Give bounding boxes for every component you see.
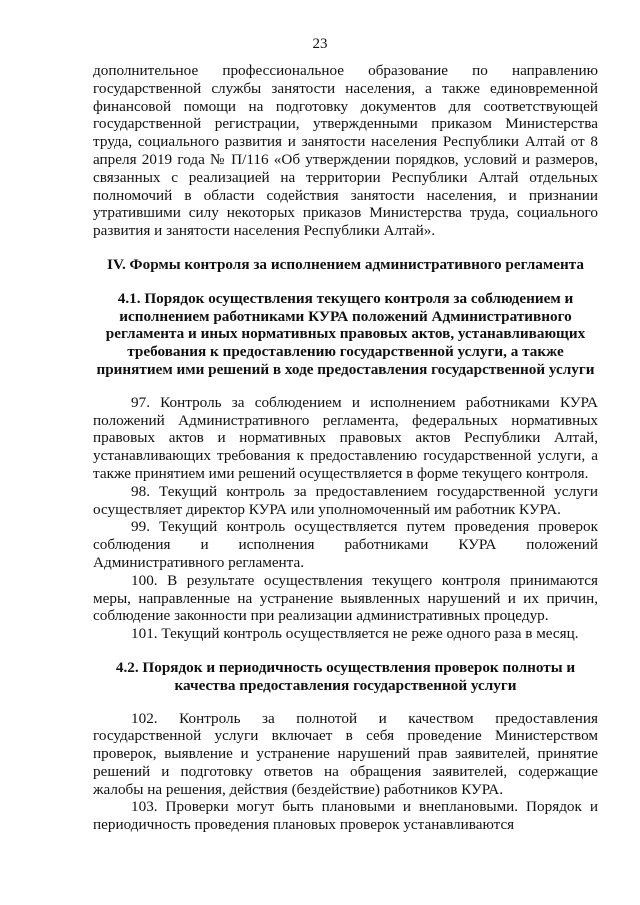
paragraph-98: 98. Текущий контроль за предоставлением государственной услуги осуществляет директор КУРА или уполномоченный им работник КУРА.	[93, 482, 598, 518]
lead-paragraph: дополнительное профессиональное образование по направлению государственной службы занятости населения, а также единовременной финансовой помощи на подготовку документов для соответствующей государственной регистрации, утвержденными приказом Министерства труда, социального развития и занятости населения Республики Алтай от 8 апреля 2019 года № П/116 «Об утверждении порядков, условий и размеров, связанных с реализацией на территории Республики Алтай отдельных полномочий в области содействия занятости населения, и признании утратившими силу некоторых приказов Министерства труда, социального развития и занятости населения Республики Алтай».	[93, 62, 598, 240]
paragraph-97: 97. Контроль за соблюдением и исполнением работниками КУРА положений Административного регламента, федеральных нормативных правовых актов и нормативных правовых актов Республики Алтай, устанавливающих требования к предоставлению государственной услуги, а также принятием ими решений осуществляется в форме текущего контроля.	[93, 393, 598, 482]
section-heading: IV. Формы контроля за исполнением административного регламента	[107, 255, 584, 273]
paragraph-102: 102. Контроль за полнотой и качеством предоставления государственной услуги включает в себя проведение Министерством проверок, выявление и устранение нарушений прав заявителей, принятие решений и подготовку ответов на обращения заявителей, содержащие жалобы на решения, действия (бездействие) работников КУРА.	[93, 709, 598, 798]
paragraph-99: 99. Текущий контроль осуществляется путем проведения проверок соблюдения и исполнения работниками КУРА положений Административного регламента.	[93, 518, 598, 571]
paragraph-103: 103. Проверки могут быть плановыми и внеплановыми. Порядок и периодичность проведения плановых проверок устанавливаются	[93, 798, 598, 834]
paragraph-100: 100. В результате осуществления текущего контроля принимаются меры, направленные на устранение выявленных нарушений и их причин, соблюдение законности при реализации административных процедур.	[93, 571, 598, 625]
page-body	[93, 62, 598, 834]
subsection-heading-4-1: 4.1. Порядок осуществления текущего контроля за соблюдением и исполнением работниками КУРА положений Административного регламента и иных нормативных правовых актов, устанавливающих требования к предоставлению государственной услуги, а также принятием ими решений в ходе предоставления государственной услуги	[96, 289, 595, 378]
paragraph-101: 101. Текущий контроль осуществляется не реже одного раза в месяц.	[131, 625, 579, 643]
page-number: 23	[312, 36, 328, 52]
subsection-heading-4-2: 4.2. Порядок и периодичность осуществления проверок полноты и качества предоставления государственной услуги	[115, 658, 576, 694]
